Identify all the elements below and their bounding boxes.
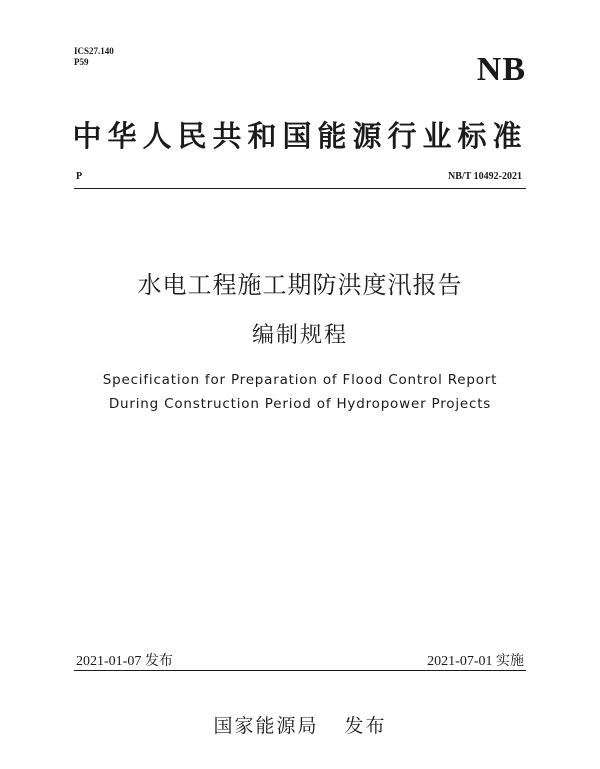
- issuer: [0, 713, 600, 739]
- bottom-divider: [74, 670, 526, 671]
- top-divider: [74, 188, 526, 189]
- issue-date: 2021-01-07 发布: [76, 654, 173, 669]
- ics-code-block: [74, 46, 114, 68]
- classification-letter: P: [76, 171, 83, 182]
- english-title-line-1: Specification for Preparation of Flood Control Report: [102, 372, 498, 388]
- nb-logo: NB: [476, 51, 526, 88]
- chinese-title-line-1: 水电工程施工期防洪度汛报告: [137, 271, 463, 299]
- standard-title: 中华人民共和国能源行业标准: [72, 119, 528, 153]
- standard-number: NB/T 10492-2021: [448, 171, 522, 182]
- ccs-code: P59: [74, 57, 89, 67]
- issuer-action: 发布: [344, 715, 387, 737]
- english-title-line-2: During Construction Period of Hydropower Projects: [108, 396, 492, 412]
- ics-code: ICS27.140: [74, 46, 114, 56]
- implementation-date: 2021-07-01 实施: [427, 654, 524, 669]
- english-title: [0, 368, 600, 416]
- issuer-name: 国家能源局: [213, 715, 319, 737]
- chinese-title-line-2: 编制规程: [251, 323, 348, 348]
